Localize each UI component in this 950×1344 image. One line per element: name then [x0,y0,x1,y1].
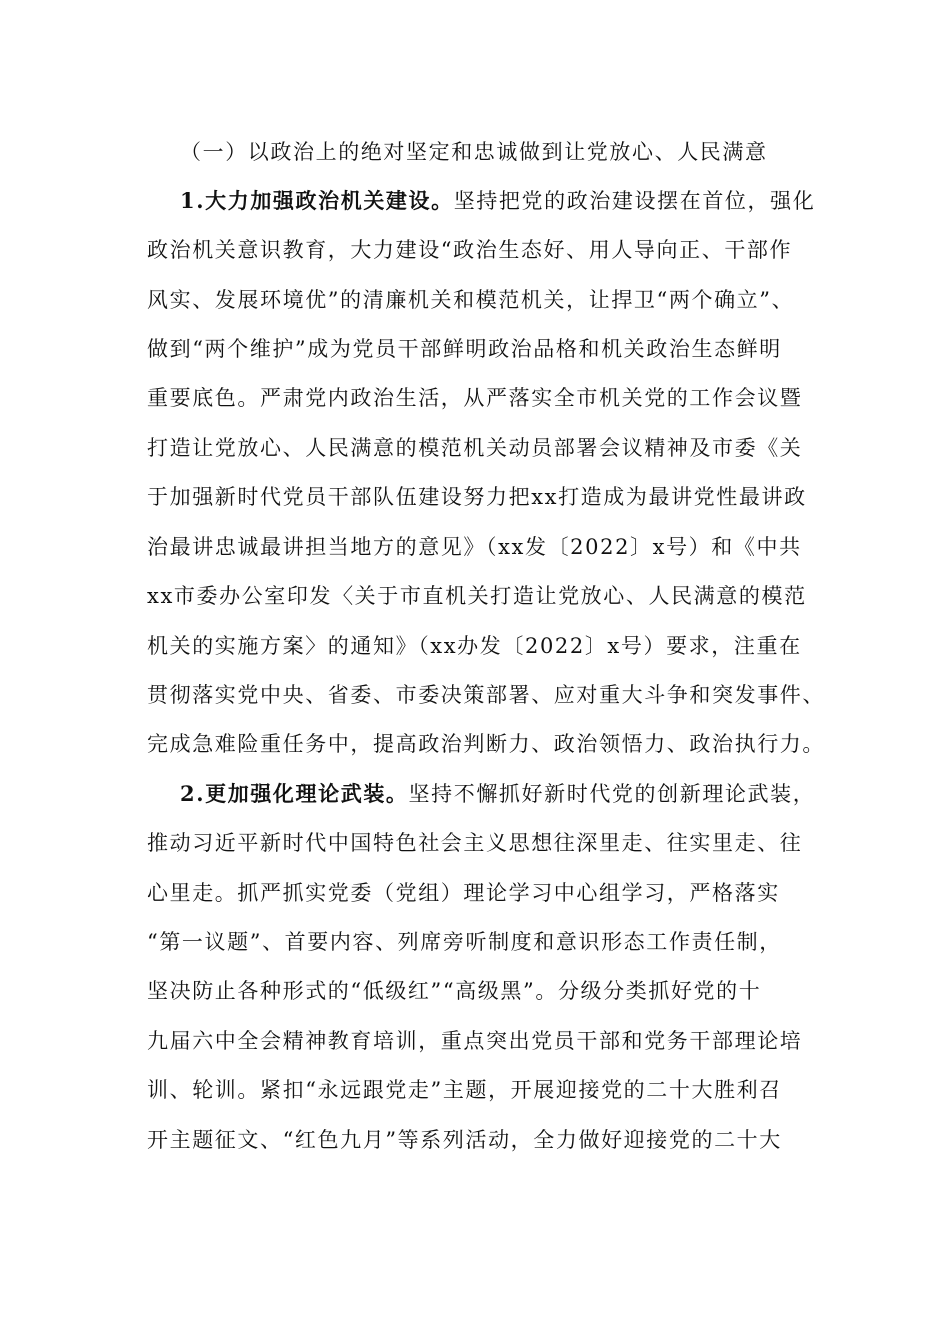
paragraph-2-line-1-rest: 坚持不懈抓好新时代党的创新理论武装， [408,782,816,806]
paragraph-1-line: xx市委办公室印发〈关于市直机关打造让党放心、人民满意的模范 [147,584,807,608]
paragraph-1-line: 机关的实施方案〉的通知》（xx办发〔2022〕x号）要求，注重在 [147,634,802,658]
paragraph-1-line: 政治机关意识教育，大力建设“政治生态好、用人导向正、干部作 [147,238,793,262]
paragraph-1-line: 打造让党放心、人民满意的模范机关动员部署会议精神及市委《关 [147,436,803,460]
paragraph-1-line: 贯彻落实党中央、省委、市委决策部署、应对重大斗争和突发事件、 [147,683,825,707]
paragraph-1-line: 风实、发展环境优”的清廉机关和模范机关，让捍卫“两个确立”、 [147,288,795,312]
paragraph-1-line-1-rest: 坚持把党的政治建设摆在首位，强化 [453,189,816,213]
paragraph-2-line: “第一议题”、首要内容、列席旁听制度和意识形态工作责任制， [147,930,782,954]
paragraph-2-lead: 2.更加强化理论武装。 [180,781,409,806]
paragraph-1-line: 于加强新时代党员干部队伍建设努力把xx打造成为最讲党性最讲政 [147,485,807,509]
paragraph-1-line: 完成急难险重任务中，提高政治判断力、政治领悟力、政治执行力。 [147,732,825,756]
paragraph-1-line: 重要底色。严肃党内政治生活，从严落实全市机关党的工作会议暨 [147,386,803,410]
paragraph-2-first-line [180,780,815,808]
section-heading: （一）以政治上的绝对坚定和忠诚做到让党放心、人民满意 [180,140,768,164]
paragraph-2-line: 九届六中全会精神教育培训，重点突出党员干部和党务干部理论培 [147,1029,803,1053]
paragraph-2-line: 推动习近平新时代中国特色社会主义思想往深里走、往实里走、往 [147,831,803,855]
paragraph-2-line: 坚决防止各种形式的“低级红”“高级黑”。分级分类抓好党的十 [147,979,762,1003]
paragraph-1-line: 做到“两个维护”成为党员干部鲜明政治品格和机关政治生态鲜明 [147,337,782,361]
paragraph-2-line: 开主题征文、“红色九月”等系列活动，全力做好迎接党的二十大 [147,1128,782,1152]
paragraph-2-line: 训、轮训。紧扣“永远跟党走”主题，开展迎接党的二十大胜利召 [147,1078,782,1102]
paragraph-2-line: 心里走。抓严抓实党委（党组）理论学习中心组学习，严格落实 [147,881,780,905]
paragraph-1-line: 治最讲忠诚最讲担当地方的意见》（xx发〔2022〕x号）和《中共 [147,535,802,559]
paragraph-1-lead: 1.大力加强政治机关建设。 [180,188,454,213]
paragraph-1-first-line [180,187,815,215]
